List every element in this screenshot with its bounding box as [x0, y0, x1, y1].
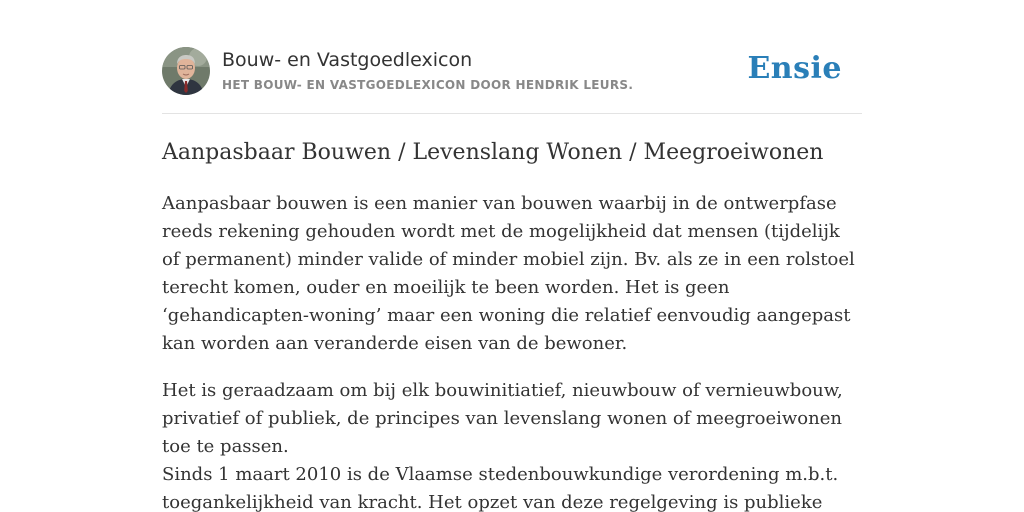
ensie-logo[interactable]: Ensie	[747, 50, 842, 86]
page	[162, 0, 862, 512]
site-subtitle: HET BOUW- EN VASTGOEDLEXICON DOOR HENDRIK LEURS.	[222, 77, 634, 92]
entry-paragraph: Sinds 1 maart 2010 is de Vlaamse stedenbouwkundige verordening m.b.t. toegankelijkheid van kracht. Het opzet van deze regelgeving is publieke	[162, 464, 839, 512]
site-title[interactable]: Bouw- en Vastgoedlexicon	[222, 48, 473, 71]
entry-paragraph: Aanpasbaar bouwen is een manier van bouwen waarbij in de ontwerpfase reeds rekening gehouden wordt met de mogelijkheid dat mensen (tijdelijk of permanent) minder valide of minder mobiel zijn. Bv. als ze in een rolstoel terecht komen, ouder en moeilijk te been worden. Het is geen ‘gehandicapten-woning’ maar een woning die relatief eenvoudig aangepast kan worden aan veranderde eisen van de bewoner.	[162, 193, 855, 354]
header-text	[222, 50, 747, 93]
site-header	[162, 46, 862, 96]
entry-title: Aanpasbaar Bouwen / Levenslang Wonen / Meegroeiwonen	[162, 140, 824, 165]
author-avatar[interactable]	[162, 47, 210, 95]
entry-body	[162, 190, 862, 512]
entry-paragraph: Het is geraadzaam om bij elk bouwinitiatief, nieuwbouw of vernieuwbouw, privatief of publiek, de principes van levenslang wonen of meegroeiwonen toe te passen.	[162, 380, 843, 457]
header-divider	[162, 113, 862, 114]
author-portrait-icon	[162, 47, 210, 95]
